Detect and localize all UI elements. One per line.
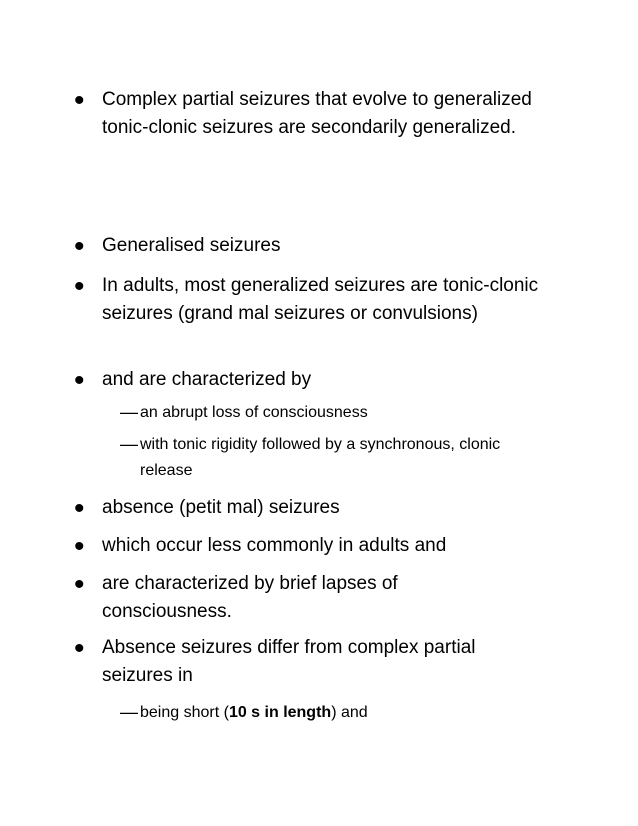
bullet-icon: • [74,530,85,563]
sub-text [140,700,560,726]
sub-text-after: ) and [331,704,368,721]
bullet-text: are characterized by brief lapses of consciousness. [102,573,398,622]
bullet-text: which occur less commonly in adults and [102,535,447,556]
bullet-icon: • [74,632,85,665]
bullet-text: Absence seizures differ from complex partial seizures in [102,637,476,686]
bullet-icon: • [74,492,85,525]
bullet-text: Complex partial seizures that evolve to generalized tonic-clonic seizures are secondarily generalized. [102,89,532,138]
bullet-text: Generalised seizures [102,235,281,256]
dash-icon: — [120,402,138,422]
bullet-icon: • [74,230,85,263]
sub-text: an abrupt loss of consciousness [140,404,368,421]
bullet-icon: • [74,364,85,397]
sub-text-before: being short ( [140,704,229,721]
bullet-text: and are characterized by [102,369,312,390]
bullet-text: In adults, most generalized seizures are tonic-clonic seizures (grand mal seizures or convulsions) [102,275,539,324]
bullet-icon: • [74,84,85,117]
dash-icon: — [120,434,138,454]
bullet-icon: • [74,568,85,601]
bullet-text: absence (petit mal) seizures [102,497,340,518]
dash-icon: — [120,702,138,722]
sub-text-bold: 10 s in length [228,704,332,721]
sub-text: with tonic rigidity followed by a synchronous, clonic release [140,436,501,479]
bullet-icon: • [74,270,85,303]
